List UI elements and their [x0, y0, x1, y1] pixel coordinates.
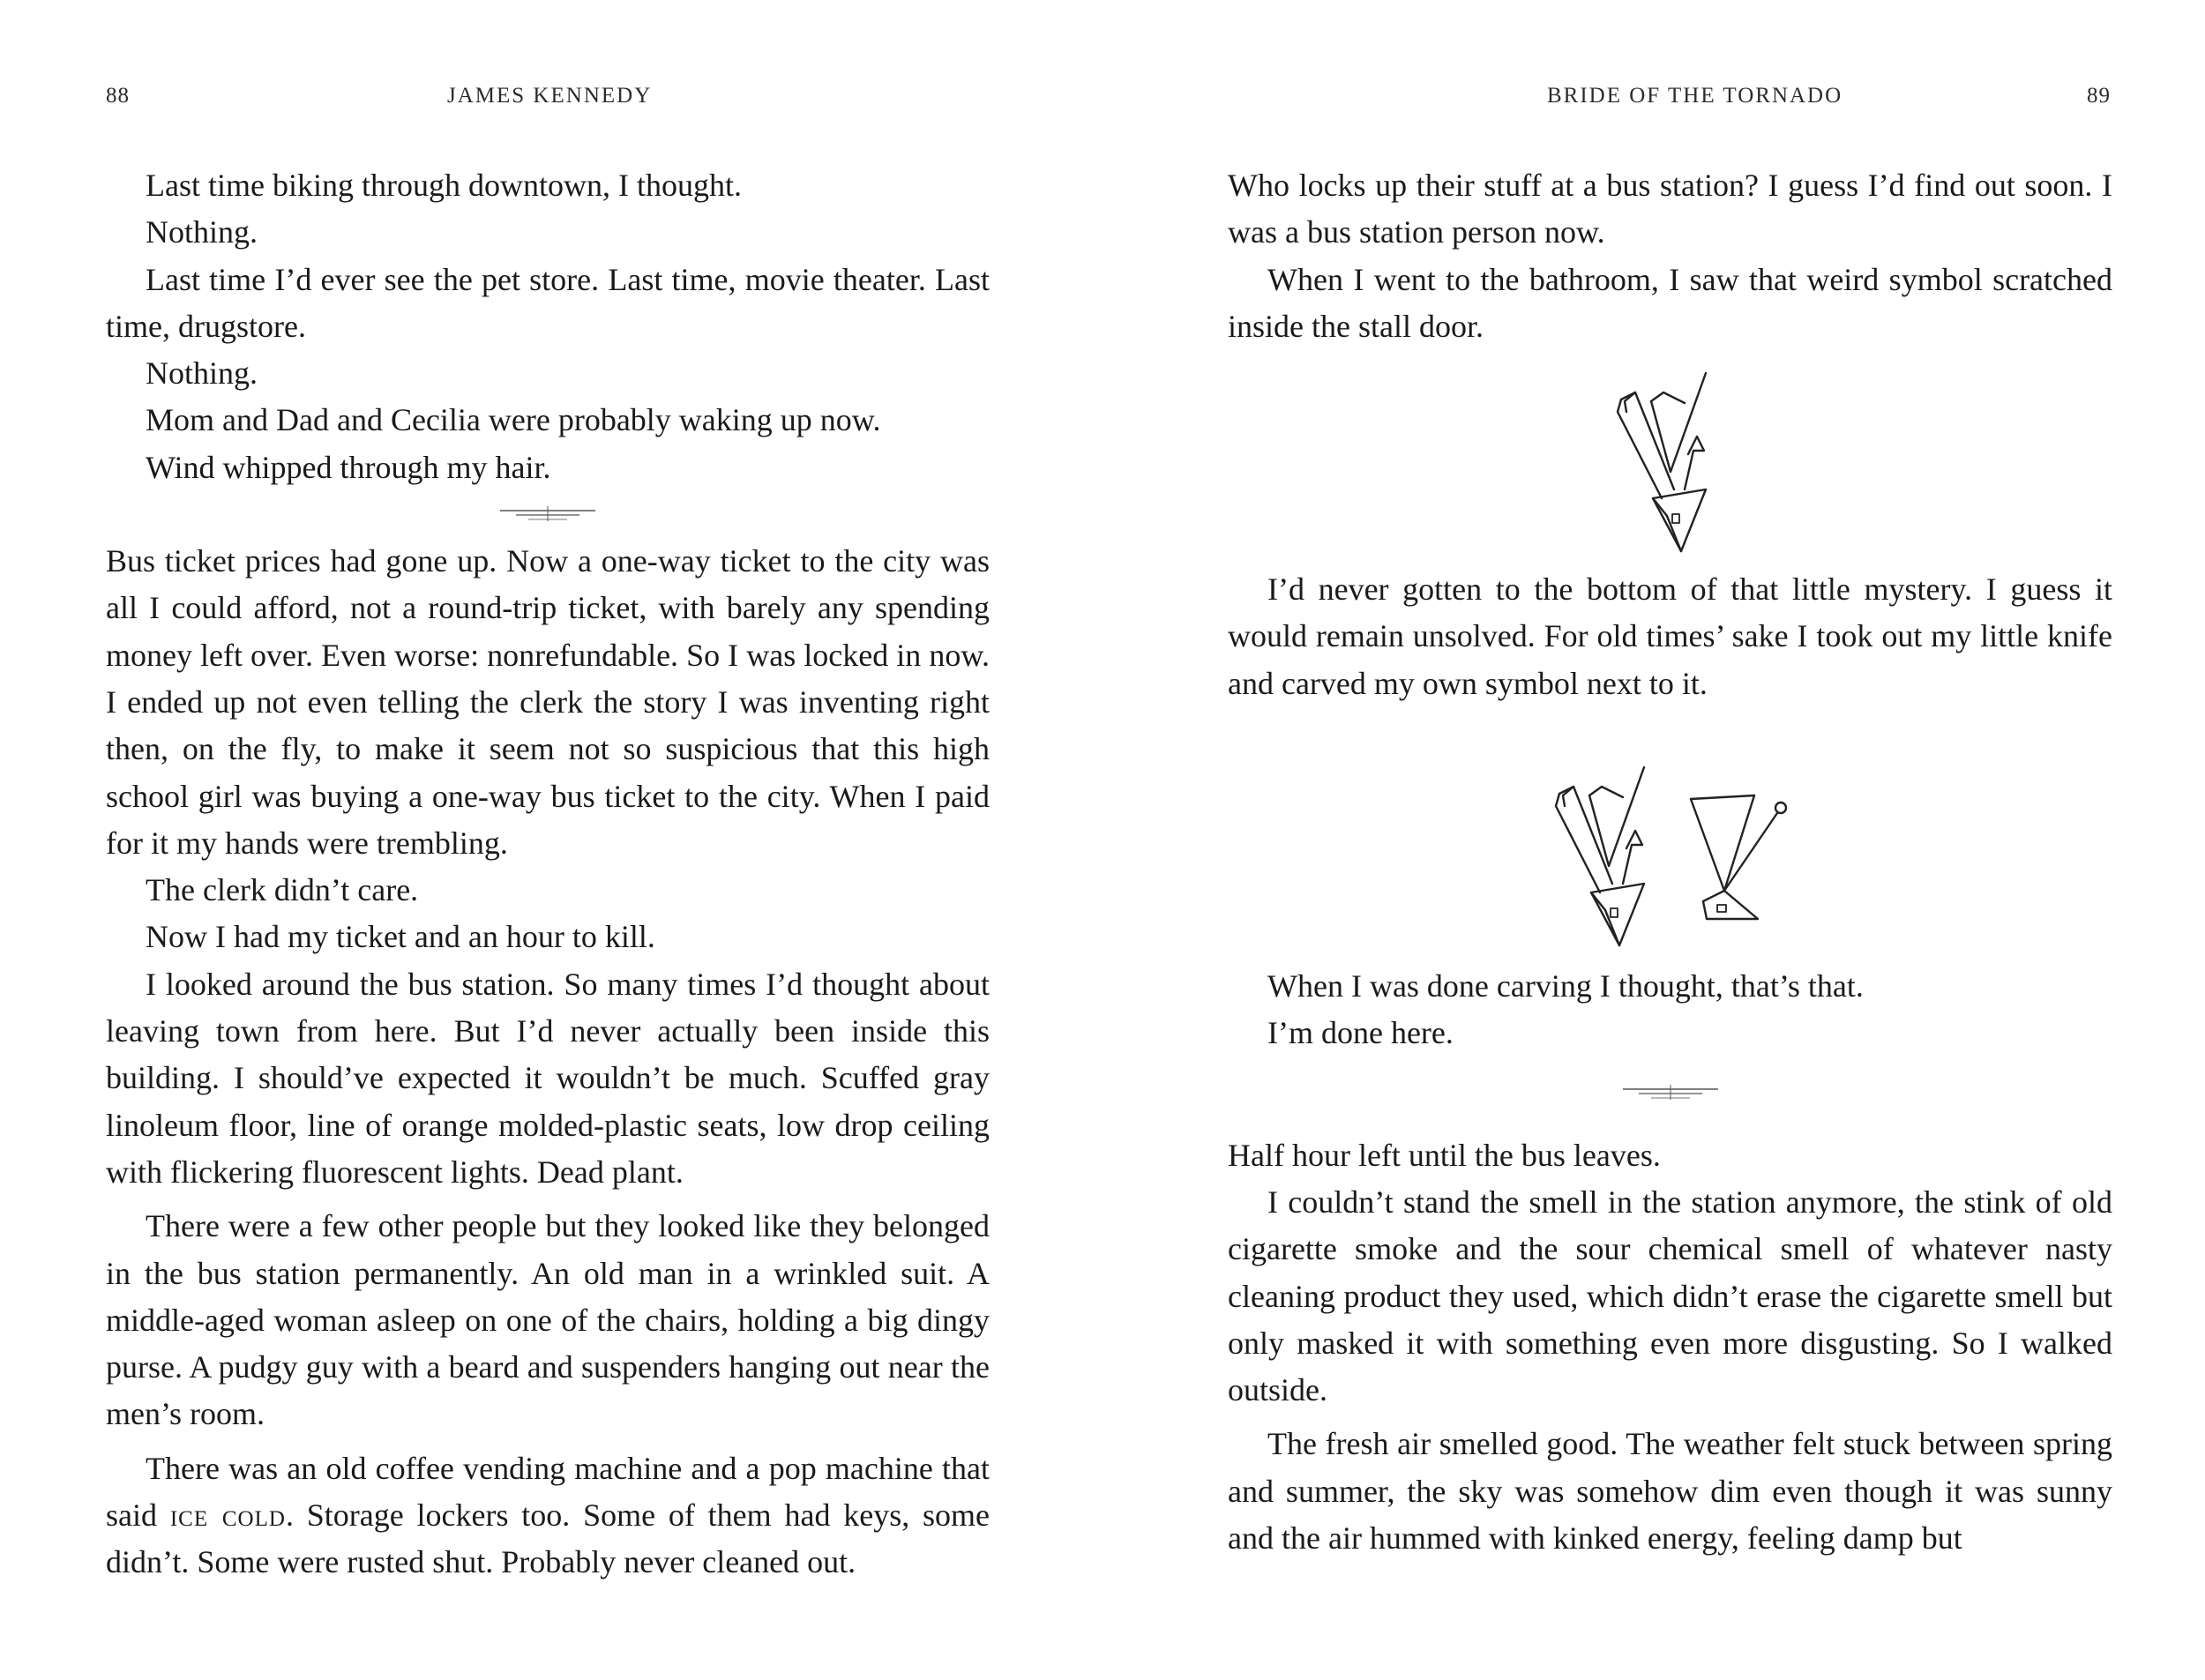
- paragraph: Now I had my ticket and an hour to kill.: [146, 919, 655, 955]
- carved-symbol-icon: [1609, 366, 1732, 560]
- section-break: [1228, 1070, 2112, 1116]
- section-break-ornament-icon: [495, 491, 601, 538]
- page-number: 89: [2087, 84, 2111, 108]
- paragraph: I’d never gotten to the bottom of that little mystery. I guess it would remain unsolved. For old times’ sake I took out my little knife and carved my own symbol next to it.: [1228, 571, 2112, 701]
- paragraph: Nothing.: [146, 355, 258, 392]
- paragraph: The clerk didn’t care.: [146, 872, 419, 908]
- right-page-body: [1228, 162, 2112, 1562]
- paragraph: Who locks up their stuff at a bus station? I guess I’d find out soon. I was a bus station person now.: [1228, 168, 2112, 250]
- section-break-ornament-icon: [1618, 1070, 1723, 1116]
- section-break: [106, 491, 990, 538]
- paragraph: Wind whipped through my hair.: [146, 449, 551, 485]
- paragraph: There were a few other people but they looked like they belonged in the bus station permanently. An old man in a wrinkled suit. A middle-aged woman asleep on one of the chairs, holding a big dingy purse. A pudgy guy with a beard and suspenders hanging out near the men’s room.: [106, 1208, 990, 1432]
- right-page: [1228, 0, 2112, 1680]
- own-carved-symbol-icon: [1682, 787, 1797, 945]
- paragraph: Bus ticket prices had gone up. Now a one-way ticket to the city was all I could afford, not a round-trip ticket, with barely any spending money left over. Even worse: nonrefundable. So I was locked in now. I ended up not even telling the clerk the story I was inventing right then, on the fly, to make it seem not so suspicious that this high school girl was buying a one-way bus ticket to the city. When I paid for it my hands were trembling.: [106, 543, 990, 861]
- paragraph: Mom and Dad and Cecilia were probably waking up now.: [146, 402, 881, 438]
- page-number: 88: [106, 84, 130, 108]
- paragraph: Half hour left until the bus leaves.: [1228, 1137, 1661, 1173]
- paragraph: I’m done here.: [1267, 1015, 1454, 1051]
- paragraph: I looked around the bus station. So many times I’d thought about leaving town from here. But I’d never actually been inside this building. I should’ve expected it wouldn’t be much. Scuffed gray linoleum floor, line of orange molded-plastic seats, low drop ceiling with flickering fluorescent lights. Dead plant.: [106, 966, 990, 1190]
- paragraph-text: . Storage lockers too. Some of them had keys, some didn’t. Some were rusted shut. Probably never cleaned out.: [106, 1497, 990, 1580]
- carved-symbol-icon: [1547, 760, 1671, 954]
- sign-text: ice cold: [169, 1497, 286, 1534]
- paragraph: The fresh air smelled good. The weather felt stuck between spring and summer, the sky was somehow dim even though it was sunny and the air hummed with kinked energy, feeling damp but: [1228, 1426, 2112, 1557]
- paragraph-text: There was an old coffee vending machine and a pop machine that said: [106, 1450, 990, 1534]
- paragraph: Nothing.: [146, 214, 258, 250]
- left-page-body: [106, 162, 990, 1587]
- paragraph: Last time I’d ever see the pet store. Last time, movie theater. Last time, drugstore.: [106, 261, 990, 344]
- running-head: JAMES KENNEDY: [447, 84, 653, 108]
- left-page: [106, 0, 990, 1680]
- symbol-figure: [1228, 350, 2112, 566]
- paragraph: I couldn’t stand the smell in the station anymore, the stink of old cigarette smoke and the sour chemical smell of whatever nasty cleaning product they used, which didn’t erase the cigarette smell but only masked it with something even more disgusting. So I walked outside.: [1228, 1183, 2112, 1408]
- paragraph: When I went to the bathroom, I saw that weird symbol scratched inside the stall door.: [1228, 261, 2112, 344]
- symbols-figure: [1228, 707, 2112, 963]
- running-head: BRIDE OF THE TORNADO: [1547, 84, 1843, 108]
- paragraph: When I was done carving I thought, that’s that.: [1267, 968, 1864, 1004]
- paragraph: [106, 1445, 990, 1587]
- paragraph: Last time biking through downtown, I thought.: [146, 168, 742, 203]
